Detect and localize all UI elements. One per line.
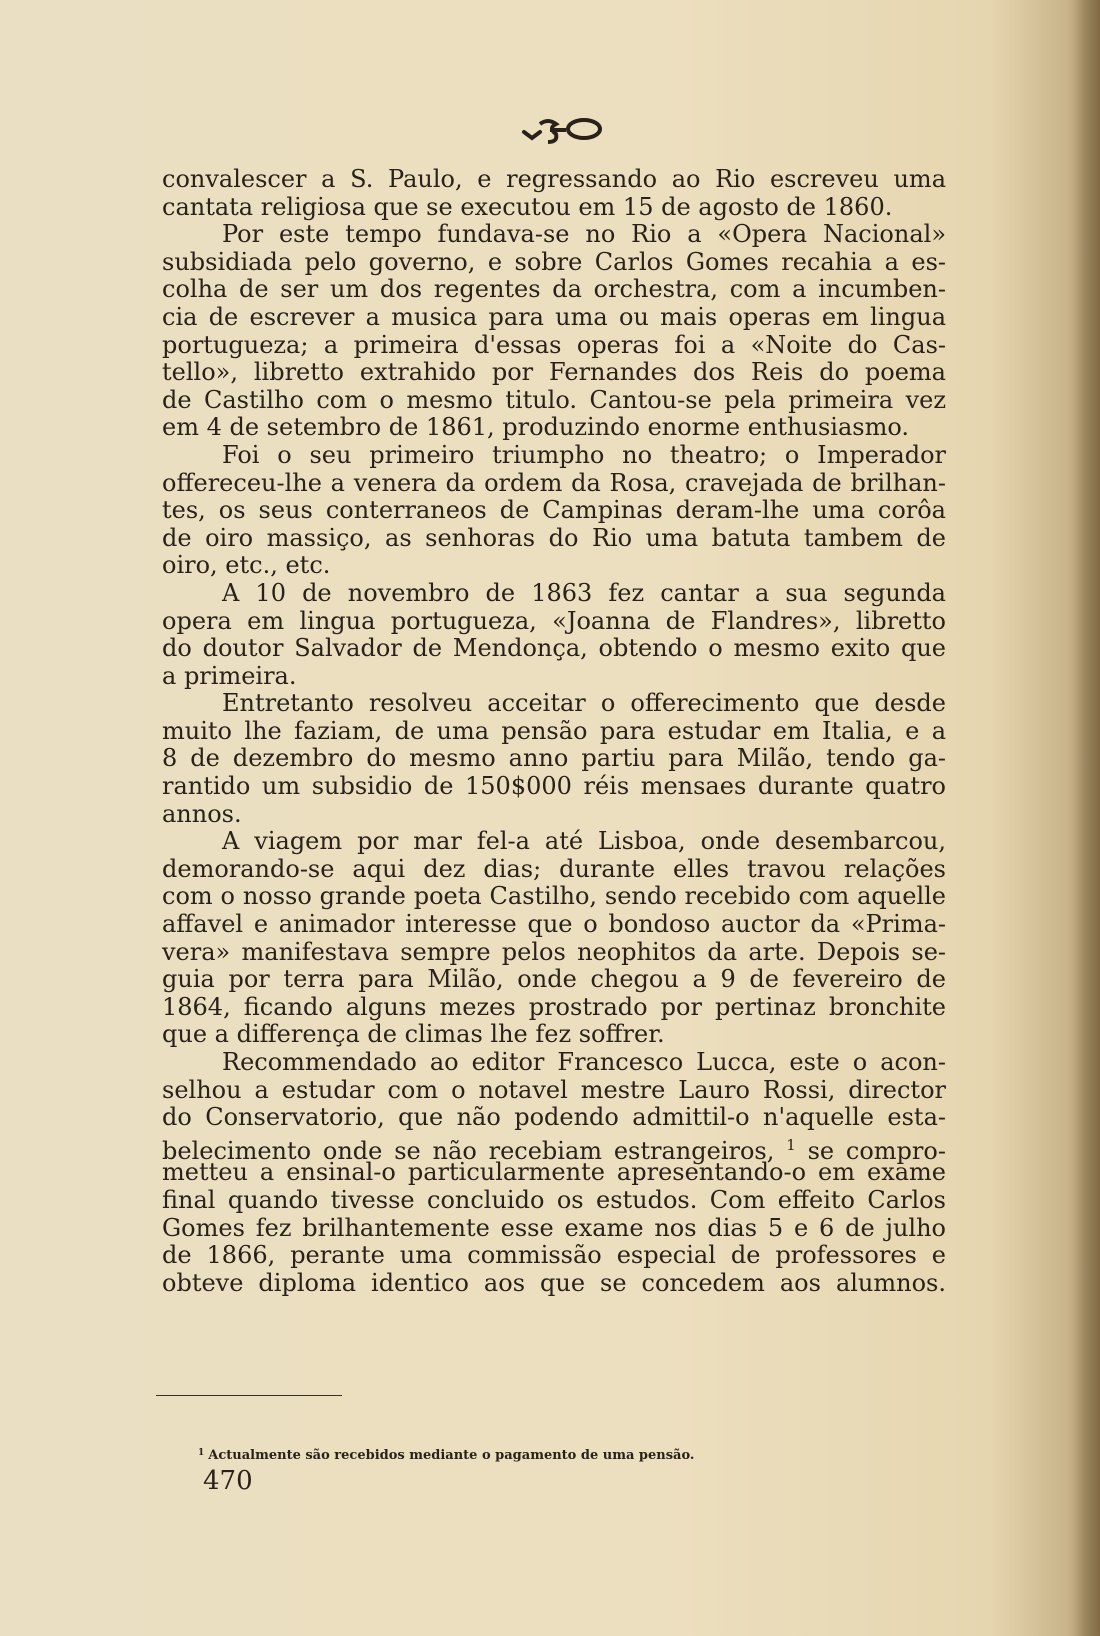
text-line: 1864, ficando alguns mezes prostrado por pertinaz bronchite <box>162 992 946 1021</box>
text-line: que a differença de climas lhe fez soffrer. <box>162 1020 665 1049</box>
text-line: vera» manifestava sempre pelos neophitos da arte. Depois se- <box>162 937 946 966</box>
text-line: metteu a ensinal-o particularmente apresentando-o em exame <box>162 1158 946 1187</box>
paragraph <box>162 1049 946 1297</box>
text-line: opera em lingua portugueza, «Joanna de Flandres», libretto <box>162 606 946 635</box>
page-number: 470 <box>203 1466 253 1496</box>
text-line-with-footnote-ref <box>162 1132 946 1165</box>
text-line: Foi o seu primeiro triumpho no theatro; o Imperador <box>222 440 946 469</box>
text-line: convalescer a S. Paulo, e regressando ao Rio escreveu uma <box>162 165 946 193</box>
text-line: com o nosso grande poeta Castilho, sendo recebido com aquelle <box>162 882 946 911</box>
text-line: do Conservatorio, que não podendo admittil-o n'aquelle esta- <box>162 1103 946 1132</box>
text-line: a primeira. <box>162 661 297 690</box>
text-line: obteve diploma identico aos que se concedem aos alumnos. <box>162 1268 946 1297</box>
text-line: Por este tempo fundava-se no Rio a «Opera Nacional» <box>222 220 946 249</box>
footnote-marker: 1 <box>198 1448 205 1458</box>
text-line: Recommendado ao editor Francesco Lucca, este o acon- <box>222 1048 946 1076</box>
text-line: Gomes fez brilhantemente esse exame nos dias 5 e 6 de julho <box>162 1213 946 1242</box>
text-line: tes, os seus conterraneos de Campinas deram-lhe uma corôa <box>162 496 946 525</box>
ornament-icon <box>518 112 608 152</box>
text-line: de 1866, perante uma commissão especial de professores e <box>162 1241 946 1270</box>
text-line: colha de ser um dos regentes da orchestra, com a incumben- <box>162 275 946 304</box>
paragraph <box>162 690 946 828</box>
text-line: do doutor Salvador de Mendonça, obtendo o mesmo exito que <box>162 634 946 663</box>
text-line: demorando-se aqui dez dias; durante elles travou relações <box>162 854 946 883</box>
text-line: muito lhe faziam, de uma pensão para estudar em Italia, e a <box>162 716 946 745</box>
footnote-reference-marker: 1 <box>786 1135 796 1154</box>
paragraph <box>162 166 946 221</box>
text-line: tello», libretto extrahido por Fernandes dos Reis do poema <box>162 358 946 387</box>
main-text <box>162 166 946 1297</box>
text-line: offereceu-lhe a venera da ordem da Rosa, cravejada de brilhan- <box>162 468 946 497</box>
footnote-divider <box>156 1395 342 1396</box>
text-line: A viagem por mar fel-a até Lisboa, onde desembarcou, <box>222 827 946 856</box>
text-line: subsidiada pelo governo, e sobre Carlos Gomes recahia a es- <box>162 247 946 276</box>
text-line: 8 de dezembro do mesmo anno partiu para Milão, tendo ga- <box>162 744 946 773</box>
text-line: cantata religiosa que se executou em 15 de agosto de 1860. <box>162 192 893 221</box>
page-edge-shadow <box>1074 0 1100 1636</box>
text-line: de oiro massiço, as senhoras do Rio uma batuta tambem de <box>162 523 946 552</box>
paragraph <box>162 580 946 690</box>
text-segment: se compro- <box>807 1136 946 1165</box>
paragraph <box>162 442 946 580</box>
footnote <box>198 1448 918 1463</box>
text-line: rantido um subsidio de 150$000 réis mensaes durante quatro <box>162 772 946 801</box>
paragraph <box>162 221 946 442</box>
text-line: A 10 de novembro de 1863 fez cantar a sua segunda <box>222 578 946 607</box>
text-line: Entretanto resolveu acceitar o offerecimento que desde <box>222 689 946 718</box>
text-line: portugueza; a primeira d'essas operas foi a «Noite do Cas- <box>162 330 946 359</box>
text-line: selhou a estudar com o notavel mestre Lauro Rossi, director <box>162 1075 946 1104</box>
text-line: annos. <box>162 799 242 828</box>
text-line: oiro, etc., etc. <box>162 551 331 580</box>
text-line: cia de escrever a musica para uma ou mais operas em lingua <box>162 302 946 331</box>
text-line: affavel e animador interesse que o bondoso auctor da «Prima- <box>162 910 946 939</box>
footnote-text: Actualmente são recebidos mediante o pagamento de uma pensão. <box>208 1448 695 1463</box>
text-line: de Castilho com o mesmo titulo. Cantou-se pela primeira vez <box>162 385 946 414</box>
text-segment: belecimento onde se não recebiam estrangeiros, <box>162 1136 775 1165</box>
text-line: em 4 de setembro de 1861, produzindo enorme enthusiasmo. <box>162 413 909 442</box>
text-line: final quando tivesse concluido os estudos. Com effeito Carlos <box>162 1185 946 1214</box>
paragraph <box>162 828 946 1049</box>
text-line: guia por terra para Milão, onde chegou a 9 de fevereiro de <box>162 965 946 994</box>
